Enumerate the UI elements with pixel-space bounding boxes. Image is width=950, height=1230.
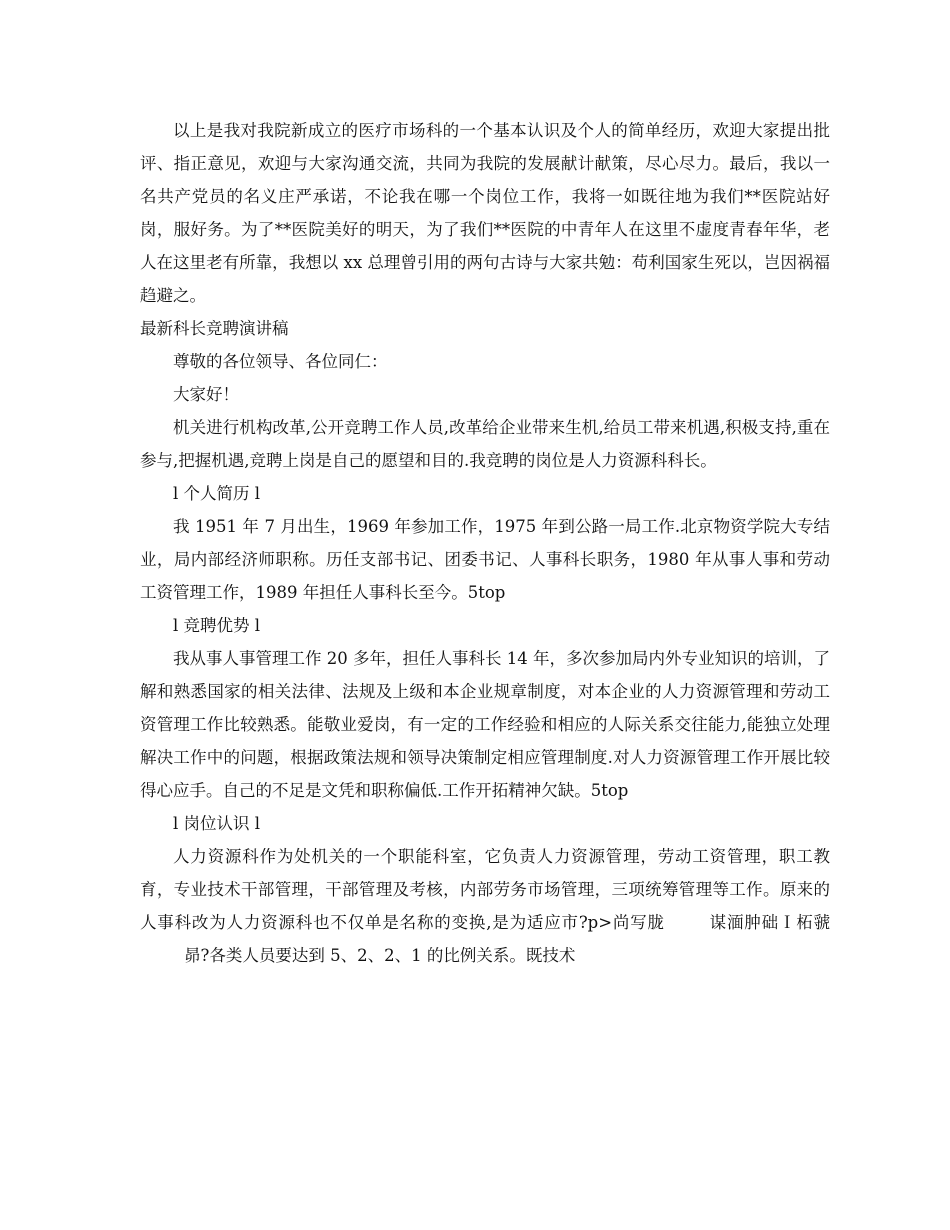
document-body xyxy=(140,114,830,972)
advantages-paragraph: 我从事人事管理工作 20 多年，担任人事科长 14 年，多次参加局内外专业知识的培训，了解和熟悉国家的相关法律、法规及上级和本企业规章制度，对本企业的人力资源管理和劳动工资管理工作比较熟悉。能敬业爱岗，有一定的工作经验和相应的人际关系交往能力,能独立处理解决工作中的问题，根据政策法规和领导决策制定相应管理制度.对人力资源管理工作开展比较得心应手。自己的不足是文凭和职称偏低.工作开拓精神欠缺。5top xyxy=(140,649,830,800)
position-paragraph xyxy=(140,840,830,972)
section-heading-resume: l 个人简历 l xyxy=(173,484,261,503)
section-heading-position: l 岗位认识 l xyxy=(173,814,261,833)
document-title: 最新科长竞聘演讲稿 xyxy=(140,319,289,338)
intro-paragraph: 以上是我对我院新成立的医疗市场科的一个基本认识及个人的简单经历，欢迎大家提出批评、指正意见，欢迎与大家沟通交流，共同为我院的发展献计献策，尽心尽力。最后，我以一名共产党员的名义庄严承诺，不论我在哪一个岗位工作，我将一如既往地为我们**医院站好岗，服好务。为了**医院美好的明天，为了我们**医院的中青年人在这里不虚度青春年华，老人在这里老有所靠，我想以 xx 总理曾引用的两句古诗与大家共勉：苟利国家生死以，岂因祸福趋避之。 xyxy=(140,121,830,305)
position-text-part-c: 昴?各类人员要达到 5、2、2、1 的比例关系。既技术 xyxy=(184,946,576,965)
salutation: 尊敬的各位领导、各位同仁： xyxy=(173,352,388,371)
resume-paragraph: 我 1951 年 7 月出生，1969 年参加工作，1975 年到公路一局工作.北京物资学院大专结业，局内部经济师职称。历任支部书记、团委书记、人事科长职务，1980 年从事人事和劳动工资管理工作，1989 年担任人事科长至今。5top xyxy=(140,517,830,602)
position-text-part-a: 人力资源科作为处机关的一个职能科室，它负责人力资源管理，劳动工资管理，职工教育，专业技术干部管理，干部管理及考核，内部劳务市场管理，三项统筹管理等工作。原来的人事科改为人力资源科也不仅单是名称的变换,是为适应市?p>尚写胧 xyxy=(140,847,830,932)
section-heading-advantages: l 竞聘优势 l xyxy=(173,616,261,635)
position-text-part-b: 谋湎肿础Ｉ柘虢 xyxy=(708,913,831,932)
greeting: 大家好！ xyxy=(173,385,239,404)
opening-paragraph: 机关进行机构改革,公开竞聘工作人员,改革给企业带来生机,给员工带来机遇,积极支持,重在参与,把握机遇,竞聘上岗是自己的愿望和目的.我竞聘的岗位是人力资源科科长。 xyxy=(140,418,830,470)
